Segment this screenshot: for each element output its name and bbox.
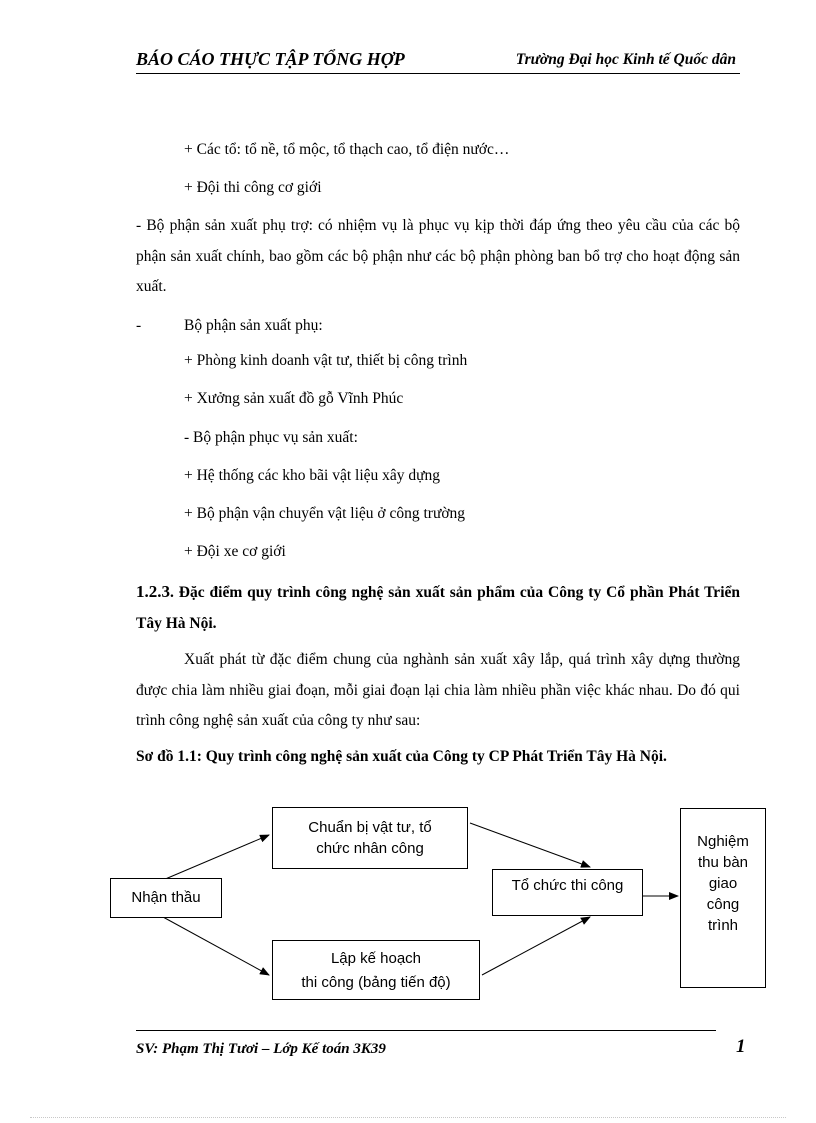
- nghiem-thu-line-2: thu bàn: [697, 854, 749, 871]
- diagram-caption: Sơ đồ 1.1: Quy trình công nghệ sản xuất của Công ty CP Phát Triển Tây Hà Nội.: [136, 748, 667, 765]
- footer-divider: [136, 1030, 716, 1031]
- arrow-chuanbi-to-tochuc: [470, 823, 590, 867]
- list-item: + Đội xe cơ giới: [184, 543, 286, 560]
- paragraph-support-dept: - Bộ phận sản xuất phụ trợ: có nhiệm vụ là phục vụ kịp thời đáp ứng theo yêu cầu của các bộ phận sản xuất chính, bao gồm các bộ phận như các bộ phận phòng ban bổ trợ cho hoạt động sản xuất.: [136, 217, 740, 295]
- page-number: 1: [736, 1036, 746, 1057]
- list-item: + Đội thi công cơ giới: [184, 179, 322, 196]
- section-number: 1.2.3: [136, 582, 170, 601]
- chuan-bi-line-1: Chuẩn bị vật tư, tổ: [308, 819, 432, 836]
- flow-box-chuan-bi: [272, 807, 468, 869]
- nghiem-thu-line-1: Nghiệm: [697, 833, 749, 850]
- page-header: [136, 47, 740, 74]
- list-item: + Bộ phận vận chuyển vật liệu ở công trường: [184, 505, 466, 522]
- list-item: + Xưởng sản xuất đồ gỗ Vĩnh Phúc: [184, 390, 404, 407]
- footer-student: SV: Phạm Thị Tươi – Lớp Kế toán 3K39: [136, 1041, 386, 1057]
- list-item: + Phòng kinh doanh vật tư, thiết bị công trình: [184, 352, 468, 369]
- flow-box-nhan-thau: [110, 878, 222, 918]
- chuan-bi-line-2: chức nhân công: [316, 840, 424, 857]
- section-heading: [136, 576, 740, 639]
- report-title: BÁO CÁO THỰC TẬP TỔNG HỢP: [136, 49, 405, 69]
- flow-box-nghiem-thu: [680, 808, 766, 988]
- arrow-nhanthau-to-lapkehoach: [163, 917, 269, 975]
- lap-ke-hoach-line-1: Lập kế hoạch: [330, 950, 422, 967]
- school-name: Trường Đại học Kinh tế Quốc dân: [515, 51, 736, 68]
- arrow-lapkehoach-to-tochuc: [482, 917, 590, 975]
- list-item: + Hệ thống các kho bãi vật liệu xây dựng: [184, 467, 441, 484]
- flow-box-lap-ke-hoach: [272, 940, 480, 1000]
- section-heading-text: . Đặc điểm quy trình công nghệ sản xuất sản phẩm của Công ty Cổ phần Phát Triển Tây Hà Nội.: [136, 584, 740, 632]
- paragraph-intro: Xuất phát từ đặc điểm chung của nghành sản xuất xây lắp, quá trình xây dựng thường được chia làm nhiều giai đoạn, mỗi giai đoạn lại chia làm nhiều phần việc khác nhau. Do đó qui trình công nghệ sản xuất của công ty như sau:: [136, 651, 740, 729]
- nghiem-thu-line-4: công: [706, 896, 740, 913]
- page-boundary-dotted: [30, 1117, 786, 1118]
- nghiem-thu-line-5: trình: [707, 917, 738, 934]
- arrow-nhanthau-to-chuanbi: [163, 835, 269, 880]
- list-item: + Các tổ: tổ nề, tổ mộc, tổ thạch cao, tổ điện nước…: [184, 141, 510, 158]
- list-item: - Bộ phận phục vụ sản xuất:: [184, 429, 358, 446]
- nhan-thau-label: Nhận thầu: [131, 889, 201, 906]
- list-item: Bộ phận sản xuất phụ:: [184, 317, 323, 334]
- to-chuc-label: Tổ chức thi công: [511, 877, 624, 894]
- flow-box-to-chuc-thi-cong: [492, 869, 643, 916]
- nghiem-thu-line-3: giao: [708, 875, 738, 892]
- dash-bullet: -: [136, 317, 142, 334]
- lap-ke-hoach-line-2: thi công (bảng tiến độ): [301, 974, 451, 991]
